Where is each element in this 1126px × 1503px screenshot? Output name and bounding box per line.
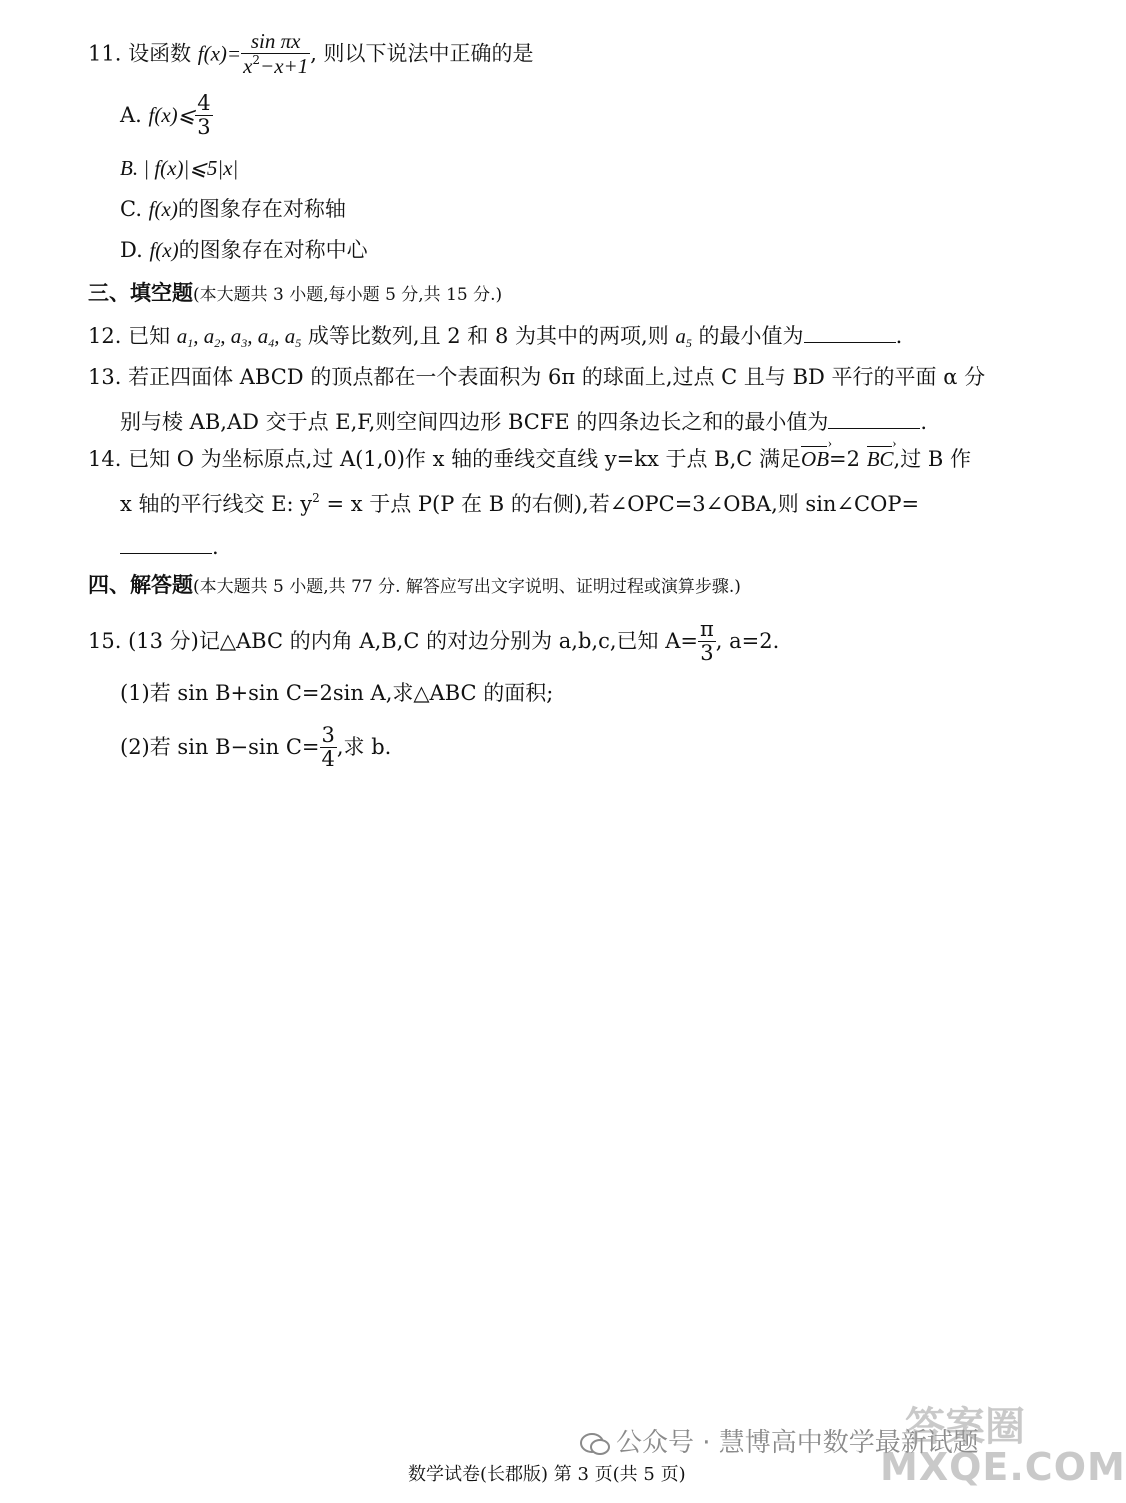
- site-watermark: MXQE.COM: [880, 1445, 1126, 1489]
- q14-line-3: .: [120, 535, 219, 558]
- q14-line-2: x 轴的平行线交 E: $y^2 = x$ 于点 P(P 在 B 的右侧),若∠OPC=3∠OBA,则 sin∠COP=: [120, 491, 920, 516]
- q14-answer-blank: [120, 535, 212, 554]
- section-3-desc: (本大题共 3 小题,每小题 5 分,共 15 分.): [193, 285, 503, 305]
- q14-line-1: 14. 已知 O 为坐标原点,过 A(1,0)作 x 轴的垂线交直线 y=kx 于点 B,C 满足OB ›=2 BC ›,过 B 作: [88, 449, 971, 470]
- wechat-icon: [580, 1432, 610, 1456]
- vector-ob: OB ›: [801, 449, 829, 470]
- q11-option-c: C. f(x)的图象存在对称轴: [120, 197, 346, 221]
- q11-denominator: $x^2-x+1$: [243, 53, 309, 79]
- q11-stem: [88, 30, 534, 78]
- vector-bc: BC ›: [867, 449, 894, 470]
- page-footer: 数学试卷(长郡版) 第 3 页(共 5 页): [408, 1464, 686, 1485]
- q11-suffix: , 则以下说法中正确的是: [310, 41, 534, 66]
- section-4-heading: [88, 574, 741, 596]
- q11-fraction: [241, 30, 310, 78]
- option-a-fraction: $\frac{4}{3}$: [197, 91, 211, 140]
- q15-fraction-pi-3: $\frac{\pi}{3}$: [699, 617, 714, 666]
- q12-answer-blank: [804, 324, 896, 343]
- q15-fraction-3-4: $\frac{3}{4}$: [321, 723, 335, 772]
- section-3-title: 三、填空题: [88, 280, 193, 305]
- q11-option-a: A. f(x)⩽ $\frac{4}{3}$: [120, 91, 211, 140]
- q15-part-2: (2)若 sin B−sin C= $\frac{3}{4}$ ,求 b.: [120, 723, 392, 772]
- section-4-desc: (本大题共 5 小题,共 77 分. 解答应写出文字说明、证明过程或演算步骤.): [193, 577, 741, 597]
- q11-option-d: D. f(x)的图象存在对称中心: [120, 238, 368, 262]
- section-3-heading: [88, 282, 502, 304]
- site-watermark-top: 答案圈: [905, 1404, 1025, 1450]
- q11-prefix: 11. 设函数: [88, 41, 198, 66]
- q11-func: f(x)=: [197, 41, 242, 66]
- q11-option-b: B. | f(x)|⩽5|x|: [120, 156, 239, 180]
- q13-answer-blank: [828, 410, 920, 429]
- q15-part-1: (1)若 sin B+sin C=2sin A,求△ABC 的面积;: [120, 681, 554, 705]
- q13-line-2: 别与棱 AB,AD 交于点 E,F,则空间四边形 BCFE 的四条边长之和的最小值为 .: [120, 410, 928, 434]
- q15-stem: 15. (13 分)记△ABC 的内角 A,B,C 的对边分别为 a,b,c,已知 A= $\frac{\pi}{3}$ , a=2.: [88, 617, 780, 666]
- section-4-title: 四、解答题: [88, 572, 193, 597]
- q11-numerator: sin πx: [241, 30, 310, 54]
- q12: 12. 已知 $a_1$, $a_2$, $a_3$, $a_4$, $a_5$ 成等比数列,且 2 和 8 为其中的两项,则 $a_5$ 的最小值为 .: [88, 324, 903, 350]
- q13-line-1: 13. 若正四面体 ABCD 的顶点都在一个表面积为 6π 的球面上,过点 C 且与 BD 平行的平面 α 分: [88, 365, 986, 389]
- q12-sequence: $a_1$, $a_2$, $a_3$, $a_4$, $a_5$: [176, 324, 302, 350]
- wechat-watermark: 公众号 · 慧博高中数学最新试题: [580, 1422, 979, 1459]
